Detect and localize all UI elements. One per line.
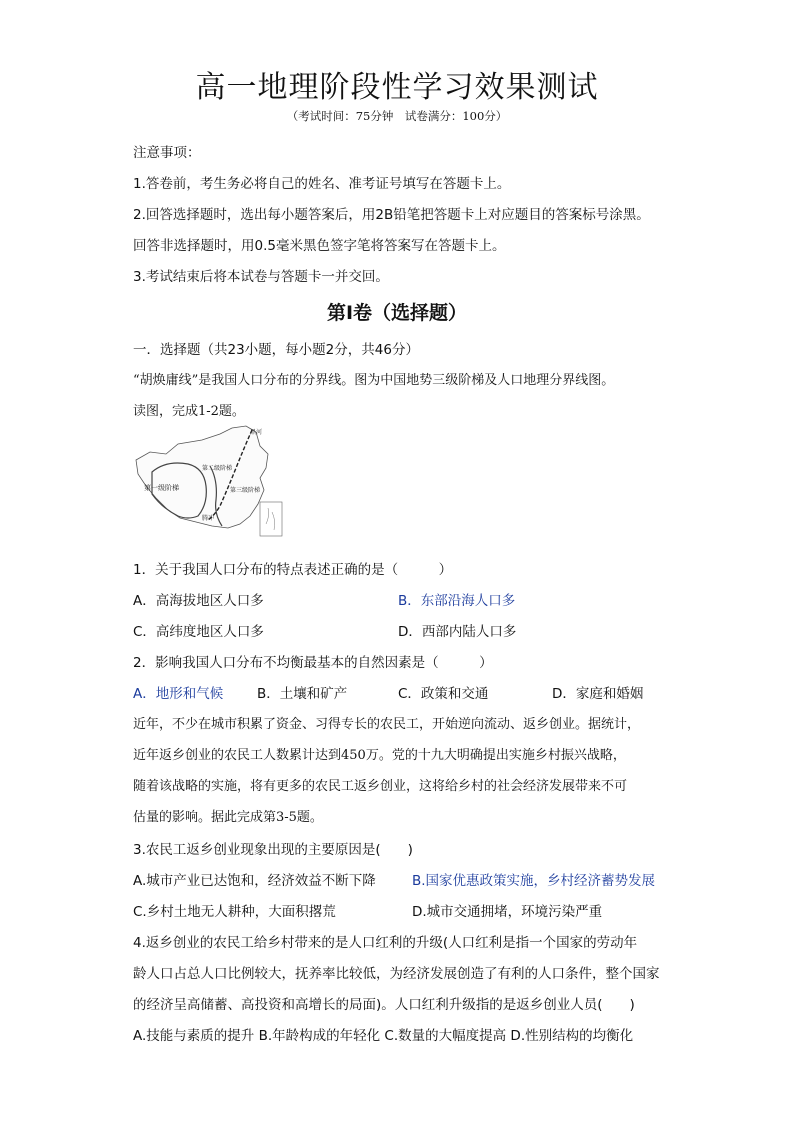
intro-1-line-1: “胡焕庸线”是我国人口分布的分界线。图为中国地势三级阶梯及人口地理分界线图。: [133, 373, 615, 388]
part-heading: 一．选择题（共23小题，每小题2分，共46分）: [133, 342, 419, 358]
intro-2-line-3: 随着该战略的实施，将有更多的农民工返乡创业，这将给乡村的社会经济发展带来不可: [133, 779, 628, 794]
map-label-step-1: 第一级阶梯: [144, 484, 179, 492]
q1-option-d: D．西部内陆人口多: [398, 624, 517, 640]
q4-stem-line-3: 的经济呈高储蓄、高投资和高增长的局面)。人口红利升级指的是返乡创业人员( ): [133, 997, 635, 1013]
q2-option-b: B．土壤和矿产: [257, 686, 348, 702]
page-title: 高一地理阶段性学习效果测试: [195, 70, 599, 105]
q3-option-a: A.城市产业已达饱和，经济效益不断下降: [133, 873, 376, 889]
q1-stem: 1．关于我国人口分布的特点表述正确的是（ ）: [133, 562, 453, 578]
intro-2-line-2: 近年返乡创业的农民工人数累计达到450万。党的十九大明确提出实施乡村振兴战略，: [133, 748, 626, 763]
map-label-step-2: 第二级阶梯: [202, 465, 233, 472]
intro-1-line-2: 读图，完成1-2题。: [133, 404, 245, 419]
china-terrain-map: [132, 424, 292, 540]
intro-2-line-1: 近年，不少在城市积累了资金、习得专长的农民工，开始逆向流动、返乡创业。据统计，: [133, 717, 641, 732]
q1-option-c: C．高纬度地区人口多: [133, 624, 264, 640]
q3-option-c: C.乡村土地无人耕种，大面积撂荒: [133, 904, 336, 920]
q1-option-a: A．高海拔地区人口多: [133, 593, 264, 609]
map-label-tengchong: 腾冲: [202, 515, 215, 522]
q2-option-d: D．家庭和婚姻: [552, 686, 644, 702]
exam-info: （考试时间：75分钟 试卷满分：100分）: [286, 109, 508, 123]
section-title: 第Ⅰ卷（选择题）: [326, 302, 468, 324]
intro-2-line-4: 估量的影响。据此完成第3-5题。: [133, 810, 323, 825]
q4-options: A.技能与素质的提升 B.年龄构成的年轻化 C.数量的大幅度提高 D.性别结构的均衡化: [133, 1028, 634, 1044]
notice-item-2-cont: 回答非选择题时，用0.5毫米黑色签字笔将答案写在答题卡上。: [133, 238, 506, 254]
q4-stem-line-2: 龄人口占总人口比例较大，抚养率比较低，为经济发展创造了有利的人口条件，整个国家: [133, 966, 660, 982]
map-label-heihe: 黑河: [250, 429, 263, 436]
q2-stem: 2．影响我国人口分布不均衡最基本的自然因素是（ ）: [133, 655, 493, 671]
notice-item-1: 1.答卷前，考生务必将自己的姓名、准考证号填写在答题卡上。: [133, 176, 511, 192]
notice-item-2: 2.回答选择题时，选出每小题答案后，用2B铅笔把答题卡上对应题目的答案标号涂黑。: [133, 207, 650, 223]
q3-option-d: D.城市交通拥堵，环境污染严重: [412, 904, 603, 920]
q3-stem: 3.农民工返乡创业现象出现的主要原因是( ): [133, 842, 413, 858]
map-label-step-3: 第三级阶梯: [230, 487, 261, 494]
q2-option-a: A．地形和气候: [133, 686, 224, 702]
notice-heading: 注意事项：: [133, 145, 201, 161]
notice-item-3: 3.考试结束后将本试卷与答题卡一并交回。: [133, 269, 389, 285]
q2-option-c: C．政策和交通: [398, 686, 489, 702]
q3-option-b: B.国家优惠政策实施，乡村经济蓄势发展: [412, 873, 656, 889]
q1-option-b: B．东部沿海人口多: [398, 593, 516, 609]
q4-stem-line-1: 4.返乡创业的农民工给乡村带来的是人口红利的升级(人口红利是指一个国家的劳动年: [133, 935, 638, 951]
